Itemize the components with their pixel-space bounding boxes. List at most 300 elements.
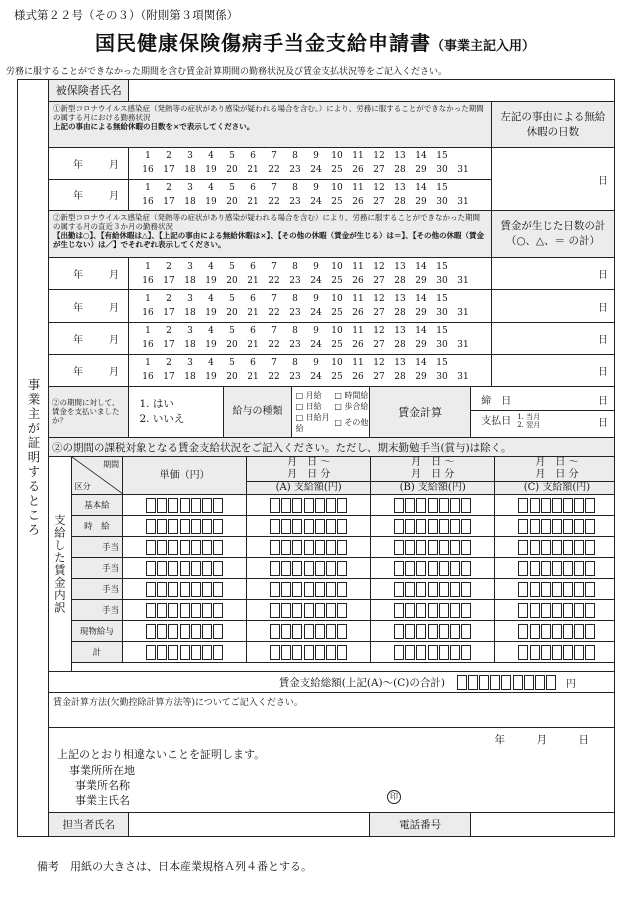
year-month-cell[interactable]: [48, 258, 129, 290]
digit-box[interactable]: [574, 540, 584, 555]
digit-box[interactable]: [416, 582, 426, 597]
day-number[interactable]: 14: [415, 326, 427, 337]
digit-box[interactable]: [304, 603, 314, 618]
day-number[interactable]: 14: [415, 261, 427, 272]
day-number[interactable]: 9: [313, 151, 319, 162]
day-number[interactable]: 9: [313, 182, 319, 193]
year-month-cell[interactable]: [48, 290, 129, 322]
day-number[interactable]: 26: [352, 275, 364, 286]
digit-box[interactable]: [270, 498, 280, 513]
amount-cell[interactable]: [371, 537, 495, 558]
digit-box[interactable]: [552, 561, 562, 576]
digit-box[interactable]: [450, 498, 460, 513]
amount-cell[interactable]: [371, 558, 495, 579]
digit-box[interactable]: [405, 645, 415, 660]
day-number[interactable]: 7: [271, 326, 277, 337]
digit-box[interactable]: [530, 519, 540, 534]
digit-box[interactable]: [585, 540, 595, 555]
digit-box[interactable]: [574, 519, 584, 534]
digit-box[interactable]: [168, 561, 178, 576]
digit-box[interactable]: [292, 603, 302, 618]
day-number[interactable]: 7: [271, 358, 277, 369]
day-number[interactable]: 13: [394, 294, 406, 305]
digit-box[interactable]: [180, 561, 190, 576]
digit-box[interactable]: [292, 582, 302, 597]
amount-cell[interactable]: [495, 579, 615, 600]
amount-cell[interactable]: [371, 600, 495, 621]
digit-box[interactable]: [146, 603, 156, 618]
day-number[interactable]: 3: [187, 151, 193, 162]
digit-box[interactable]: [450, 624, 460, 639]
digit-box[interactable]: [394, 498, 404, 513]
day-number[interactable]: 15: [436, 151, 448, 162]
digit-box[interactable]: [530, 582, 540, 597]
amount-cell[interactable]: [247, 558, 371, 579]
day-number[interactable]: 13: [394, 261, 406, 272]
digit-box[interactable]: [326, 624, 336, 639]
digit-box[interactable]: [270, 561, 280, 576]
day-number[interactable]: 13: [394, 182, 406, 193]
day-number[interactable]: 3: [187, 261, 193, 272]
amount-cell[interactable]: [371, 495, 495, 516]
day-number[interactable]: 25: [331, 308, 343, 319]
day-number[interactable]: 12: [373, 261, 385, 272]
day-number[interactable]: 27: [373, 340, 385, 351]
type-daily-monthly[interactable]: □ 日給月給: [295, 412, 330, 433]
day-number[interactable]: 23: [289, 275, 301, 286]
day-number[interactable]: 16: [142, 340, 154, 351]
day-number[interactable]: 13: [394, 358, 406, 369]
contact-name-field[interactable]: [129, 813, 370, 837]
digit-box[interactable]: [541, 645, 551, 660]
amount-cell[interactable]: [123, 579, 247, 600]
day-number[interactable]: 27: [373, 275, 385, 286]
digit-box[interactable]: [180, 540, 190, 555]
digit-box[interactable]: [146, 540, 156, 555]
digit-box[interactable]: [585, 624, 595, 639]
digit-box[interactable]: [270, 624, 280, 639]
day-grid[interactable]: [129, 322, 491, 354]
day-number[interactable]: 23: [289, 372, 301, 383]
day-number[interactable]: 30: [436, 196, 448, 207]
day-number[interactable]: 30: [436, 308, 448, 319]
amount-cell[interactable]: [123, 621, 247, 642]
digit-box[interactable]: [202, 561, 212, 576]
digit-box[interactable]: [281, 540, 291, 555]
day-number[interactable]: 28: [394, 372, 406, 383]
digit-box[interactable]: [428, 561, 438, 576]
digit-box[interactable]: [450, 603, 460, 618]
digit-box[interactable]: [450, 645, 460, 660]
digit-box[interactable]: [461, 519, 471, 534]
digit-box[interactable]: [315, 582, 325, 597]
day-number[interactable]: 26: [352, 340, 364, 351]
digit-box[interactable]: [518, 624, 528, 639]
day-number[interactable]: 31: [457, 196, 469, 207]
digit-box[interactable]: [168, 645, 178, 660]
day-number[interactable]: 19: [205, 308, 217, 319]
digit-box[interactable]: [461, 561, 471, 576]
digit-box[interactable]: [450, 582, 460, 597]
digit-box[interactable]: [585, 519, 595, 534]
day-number[interactable]: 2: [166, 358, 172, 369]
day-number[interactable]: 22: [268, 165, 280, 176]
day-number[interactable]: 9: [313, 294, 319, 305]
day-number[interactable]: 3: [187, 294, 193, 305]
pay-opt-this-month[interactable]: 1. 当月: [517, 413, 541, 422]
digit-box[interactable]: [213, 498, 223, 513]
digit-box[interactable]: [585, 561, 595, 576]
day-number[interactable]: 12: [373, 182, 385, 193]
digit-box[interactable]: [146, 582, 156, 597]
digit-box[interactable]: [281, 645, 291, 660]
day-grid[interactable]: [129, 354, 491, 386]
type-daily[interactable]: □ 日給: [295, 401, 322, 411]
digit-box[interactable]: [518, 582, 528, 597]
day-number[interactable]: 21: [247, 372, 259, 383]
day-number[interactable]: 21: [247, 196, 259, 207]
digit-box[interactable]: [574, 582, 584, 597]
amount-cell[interactable]: [247, 495, 371, 516]
day-number[interactable]: 22: [268, 308, 280, 319]
digit-box[interactable]: [530, 603, 540, 618]
day-number[interactable]: 5: [229, 182, 235, 193]
day-number[interactable]: 25: [331, 372, 343, 383]
salary-type-options[interactable]: [291, 386, 369, 437]
digit-box[interactable]: [326, 498, 336, 513]
day-number[interactable]: 22: [268, 340, 280, 351]
digit-box[interactable]: [213, 519, 223, 534]
digit-box[interactable]: [461, 603, 471, 618]
digit-box[interactable]: [518, 603, 528, 618]
digit-box[interactable]: [501, 675, 511, 690]
digit-box[interactable]: [439, 519, 449, 534]
digit-box[interactable]: [535, 675, 545, 690]
digit-box[interactable]: [292, 624, 302, 639]
amount-cell[interactable]: [495, 600, 615, 621]
digit-box[interactable]: [315, 603, 325, 618]
day-number[interactable]: 14: [415, 358, 427, 369]
digit-box[interactable]: [394, 519, 404, 534]
amount-cell[interactable]: [495, 642, 615, 663]
day-number[interactable]: 1: [145, 151, 151, 162]
digit-box[interactable]: [416, 624, 426, 639]
day-number[interactable]: 24: [310, 372, 322, 383]
digit-box[interactable]: [439, 561, 449, 576]
day-number[interactable]: 16: [142, 275, 154, 286]
digit-box[interactable]: [394, 582, 404, 597]
digit-box[interactable]: [157, 624, 167, 639]
year-month-cell[interactable]: [48, 148, 129, 179]
day-number[interactable]: 27: [373, 165, 385, 176]
day-number[interactable]: 17: [163, 308, 175, 319]
digit-box[interactable]: [518, 540, 528, 555]
day-number[interactable]: 1: [145, 261, 151, 272]
digit-box[interactable]: [524, 675, 534, 690]
digit-box[interactable]: [552, 582, 562, 597]
digit-box[interactable]: [157, 498, 167, 513]
digit-box[interactable]: [428, 519, 438, 534]
digit-box[interactable]: [541, 582, 551, 597]
digit-box[interactable]: [416, 498, 426, 513]
digit-box[interactable]: [461, 498, 471, 513]
day-number[interactable]: 5: [229, 261, 235, 272]
day-number[interactable]: 25: [331, 165, 343, 176]
digit-box[interactable]: [146, 519, 156, 534]
digit-box[interactable]: [337, 645, 347, 660]
paid-days-total[interactable]: [491, 258, 614, 290]
day-number[interactable]: 11: [352, 182, 364, 193]
day-grid[interactable]: [129, 258, 491, 290]
day-number[interactable]: 13: [394, 326, 406, 337]
day-number[interactable]: 4: [208, 358, 214, 369]
digit-box[interactable]: [213, 540, 223, 555]
digit-box[interactable]: [394, 561, 404, 576]
digit-box[interactable]: [563, 561, 573, 576]
day-number[interactable]: 10: [331, 294, 343, 305]
digit-box[interactable]: [439, 540, 449, 555]
digit-box[interactable]: [292, 498, 302, 513]
day-number[interactable]: 15: [436, 358, 448, 369]
day-number[interactable]: 16: [142, 308, 154, 319]
day-grid[interactable]: [129, 179, 491, 210]
day-number[interactable]: 11: [352, 151, 364, 162]
day-number[interactable]: 25: [331, 196, 343, 207]
digit-box[interactable]: [450, 561, 460, 576]
day-number[interactable]: 8: [292, 151, 298, 162]
digit-box[interactable]: [337, 624, 347, 639]
day-number[interactable]: 14: [415, 294, 427, 305]
digit-box[interactable]: [450, 540, 460, 555]
day-number[interactable]: 25: [331, 340, 343, 351]
year-month-cell[interactable]: [48, 179, 129, 210]
day-number[interactable]: 10: [331, 261, 343, 272]
day-number[interactable]: 17: [163, 275, 175, 286]
day-number[interactable]: 27: [373, 196, 385, 207]
digit-box[interactable]: [270, 603, 280, 618]
digit-box[interactable]: [518, 645, 528, 660]
digit-box[interactable]: [202, 582, 212, 597]
digit-box[interactable]: [326, 645, 336, 660]
digit-box[interactable]: [304, 540, 314, 555]
amount-cell[interactable]: [371, 516, 495, 537]
digit-box[interactable]: [461, 645, 471, 660]
digit-box[interactable]: [202, 645, 212, 660]
digit-box[interactable]: [552, 645, 562, 660]
digit-box[interactable]: [457, 675, 467, 690]
day-number[interactable]: 23: [289, 165, 301, 176]
digit-box[interactable]: [168, 519, 178, 534]
amount-cell[interactable]: [123, 642, 247, 663]
digit-box[interactable]: [281, 624, 291, 639]
day-number[interactable]: 28: [394, 165, 406, 176]
day-number[interactable]: 27: [373, 372, 385, 383]
day-number[interactable]: 20: [226, 196, 238, 207]
digit-box[interactable]: [585, 603, 595, 618]
digit-box[interactable]: [405, 519, 415, 534]
digit-box[interactable]: [585, 645, 595, 660]
digit-box[interactable]: [563, 645, 573, 660]
digit-box[interactable]: [292, 540, 302, 555]
day-number[interactable]: 7: [271, 294, 277, 305]
digit-box[interactable]: [541, 624, 551, 639]
digit-box[interactable]: [574, 498, 584, 513]
day-number[interactable]: 5: [229, 326, 235, 337]
day-number[interactable]: 7: [271, 151, 277, 162]
digit-box[interactable]: [168, 540, 178, 555]
day-number[interactable]: 29: [415, 196, 427, 207]
day-number[interactable]: 22: [268, 196, 280, 207]
day-number[interactable]: 30: [436, 372, 448, 383]
day-number[interactable]: 26: [352, 196, 364, 207]
day-number[interactable]: 21: [247, 165, 259, 176]
amount-cell[interactable]: [247, 642, 371, 663]
day-number[interactable]: 20: [226, 165, 238, 176]
total-amount-boxes[interactable]: [456, 675, 557, 690]
amount-cell[interactable]: [371, 621, 495, 642]
amount-cell[interactable]: [495, 558, 615, 579]
day-number[interactable]: 1: [145, 294, 151, 305]
day-number[interactable]: 5: [229, 294, 235, 305]
digit-box[interactable]: [146, 498, 156, 513]
type-hourly[interactable]: □ 時間給: [334, 390, 369, 400]
day-number[interactable]: 8: [292, 182, 298, 193]
digit-box[interactable]: [213, 645, 223, 660]
day-number[interactable]: 15: [436, 326, 448, 337]
digit-box[interactable]: [461, 582, 471, 597]
day-number[interactable]: 6: [250, 326, 256, 337]
digit-box[interactable]: [202, 519, 212, 534]
digit-box[interactable]: [405, 540, 415, 555]
amount-cell[interactable]: [495, 621, 615, 642]
digit-box[interactable]: [191, 540, 201, 555]
day-number[interactable]: 2: [166, 261, 172, 272]
day-number[interactable]: 26: [352, 308, 364, 319]
digit-box[interactable]: [337, 582, 347, 597]
day-number[interactable]: 3: [187, 182, 193, 193]
day-number[interactable]: 31: [457, 308, 469, 319]
digit-box[interactable]: [405, 603, 415, 618]
paid-days-total[interactable]: [491, 290, 614, 322]
amount-cell[interactable]: [495, 495, 615, 516]
type-monthly[interactable]: □ 月給: [295, 390, 322, 400]
digit-box[interactable]: [563, 624, 573, 639]
day-number[interactable]: 29: [415, 372, 427, 383]
digit-box[interactable]: [394, 603, 404, 618]
day-number[interactable]: 19: [205, 165, 217, 176]
digit-box[interactable]: [513, 675, 523, 690]
day-number[interactable]: 2: [166, 326, 172, 337]
day-number[interactable]: 22: [268, 372, 280, 383]
digit-box[interactable]: [439, 645, 449, 660]
day-number[interactable]: 24: [310, 340, 322, 351]
digit-box[interactable]: [546, 675, 556, 690]
digit-box[interactable]: [168, 603, 178, 618]
day-number[interactable]: 23: [289, 196, 301, 207]
digit-box[interactable]: [518, 519, 528, 534]
digit-box[interactable]: [168, 582, 178, 597]
digit-box[interactable]: [405, 624, 415, 639]
day-number[interactable]: 19: [205, 196, 217, 207]
amount-cell[interactable]: [123, 558, 247, 579]
digit-box[interactable]: [281, 498, 291, 513]
digit-box[interactable]: [479, 675, 489, 690]
digit-box[interactable]: [292, 519, 302, 534]
amount-cell[interactable]: [123, 537, 247, 558]
digit-box[interactable]: [146, 561, 156, 576]
day-number[interactable]: 8: [292, 294, 298, 305]
digit-box[interactable]: [213, 624, 223, 639]
day-number[interactable]: 11: [352, 326, 364, 337]
digit-box[interactable]: [270, 645, 280, 660]
digit-box[interactable]: [304, 624, 314, 639]
day-number[interactable]: 20: [226, 340, 238, 351]
digit-box[interactable]: [191, 582, 201, 597]
day-number[interactable]: 28: [394, 308, 406, 319]
digit-box[interactable]: [439, 624, 449, 639]
digit-box[interactable]: [394, 645, 404, 660]
digit-box[interactable]: [518, 561, 528, 576]
digit-box[interactable]: [530, 498, 540, 513]
day-number[interactable]: 28: [394, 275, 406, 286]
day-number[interactable]: 1: [145, 182, 151, 193]
digit-box[interactable]: [213, 603, 223, 618]
digit-box[interactable]: [180, 645, 190, 660]
day-number[interactable]: 28: [394, 340, 406, 351]
day-number[interactable]: 8: [292, 326, 298, 337]
digit-box[interactable]: [213, 561, 223, 576]
day-number[interactable]: 9: [313, 261, 319, 272]
digit-box[interactable]: [180, 624, 190, 639]
digit-box[interactable]: [439, 582, 449, 597]
day-number[interactable]: 19: [205, 275, 217, 286]
day-number[interactable]: 6: [250, 294, 256, 305]
certify-date[interactable]: 年 月 日: [494, 734, 589, 746]
digit-box[interactable]: [405, 498, 415, 513]
digit-box[interactable]: [552, 603, 562, 618]
digit-box[interactable]: [191, 603, 201, 618]
digit-box[interactable]: [585, 582, 595, 597]
digit-box[interactable]: [416, 561, 426, 576]
digit-box[interactable]: [563, 603, 573, 618]
day-number[interactable]: 4: [208, 294, 214, 305]
digit-box[interactable]: [394, 540, 404, 555]
day-number[interactable]: 26: [352, 165, 364, 176]
type-commission[interactable]: □ 歩合給: [334, 401, 369, 411]
digit-box[interactable]: [304, 561, 314, 576]
day-number[interactable]: 22: [268, 275, 280, 286]
day-number[interactable]: 24: [310, 165, 322, 176]
digit-box[interactable]: [315, 498, 325, 513]
digit-box[interactable]: [428, 624, 438, 639]
digit-box[interactable]: [157, 645, 167, 660]
digit-box[interactable]: [326, 519, 336, 534]
amount-cell[interactable]: [247, 621, 371, 642]
digit-box[interactable]: [574, 624, 584, 639]
day-number[interactable]: 18: [184, 340, 196, 351]
day-number[interactable]: 29: [415, 340, 427, 351]
day-number[interactable]: 31: [457, 165, 469, 176]
digit-box[interactable]: [191, 624, 201, 639]
digit-box[interactable]: [202, 540, 212, 555]
day-number[interactable]: 6: [250, 261, 256, 272]
digit-box[interactable]: [337, 540, 347, 555]
day-number[interactable]: 30: [436, 340, 448, 351]
day-number[interactable]: 5: [229, 358, 235, 369]
pay-yes[interactable]: 1. はい: [139, 397, 174, 410]
day-number[interactable]: 12: [373, 358, 385, 369]
day-number[interactable]: 20: [226, 372, 238, 383]
